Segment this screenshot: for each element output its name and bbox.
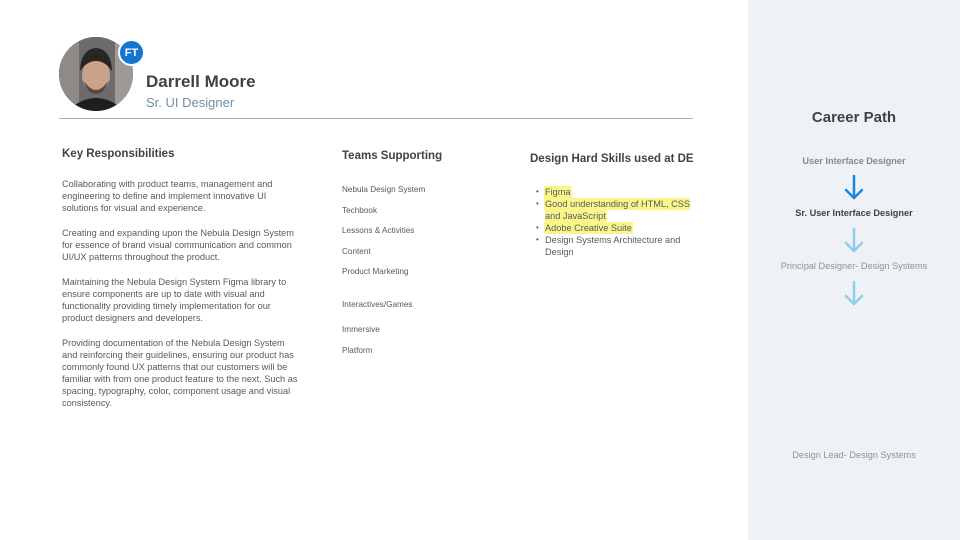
skill-item [536,222,696,234]
team-item: Platform [342,346,373,355]
skill-label: Design Systems Architecture and Design [545,235,681,257]
career-step: User Interface Designer [802,156,906,166]
team-item: Nebula Design System [342,185,426,194]
arrow-down-icon [843,280,865,308]
team-item: Lessons & Activities [342,226,415,235]
header-divider [59,118,693,119]
responsibility-paragraph: Maintaining the Nebula Design System Figma library to ensure components are up to date with visual and functionality providing timely implementation for our product designers and developers. [62,277,287,323]
person-title: Sr. UI Designer [146,95,235,110]
skill-label: Adobe Creative Suite [545,223,632,233]
skills-list [536,186,696,258]
responsibilities-heading: Key Responsibilities [62,148,175,160]
ft-badge: FT [118,39,145,66]
team-item: Content [342,247,371,256]
skill-item [536,186,696,198]
career-path-title: Career Path [811,109,897,126]
person-name: Darrell Moore [146,72,256,91]
responsibility-paragraph: Collaborating with product teams, management and engineering to define and implement innovative UI solutions for visual and experience. [62,179,273,213]
responsibilities-list [62,178,302,422]
bullet-icon: • [536,223,539,232]
bullet-icon: • [536,187,539,196]
bullet-icon: • [536,199,539,208]
career-step: Design Lead- Design Systems [792,450,916,460]
team-item: Immersive [342,325,380,334]
responsibility-paragraph: Creating and expanding upon the Nebula Design System for essence of brand visual communication and common UI/UX patterns throughout the product. [62,228,294,262]
teams-heading: Teams Supporting [342,150,443,162]
career-step-current: Sr. User Interface Designer [795,208,913,218]
arrow-down-icon [843,227,865,255]
skills-heading: Design Hard Skills used at DE [530,153,694,165]
career-step: Principal Designer- Design Systems [780,261,928,271]
skill-item [536,198,696,222]
team-item: Interactives/Games [342,300,413,309]
skill-item [536,234,696,258]
team-item: Product Marketing [342,267,409,276]
arrow-down-icon [843,174,865,202]
skill-label: Figma [545,187,571,197]
responsibility-paragraph: Providing documentation of the Nebula Design System and reinforcing their guidelines, ensuring our product has commonly found UX patterns that our customers will be familiar with from one product feature to the next. Such as spacing, typography, color, component usage and visual consistency. [62,338,298,408]
team-item: Techbook [342,206,378,215]
skill-label: Good understanding of HTML, CSS and JavaScript [545,199,691,221]
bullet-icon: • [536,235,539,244]
